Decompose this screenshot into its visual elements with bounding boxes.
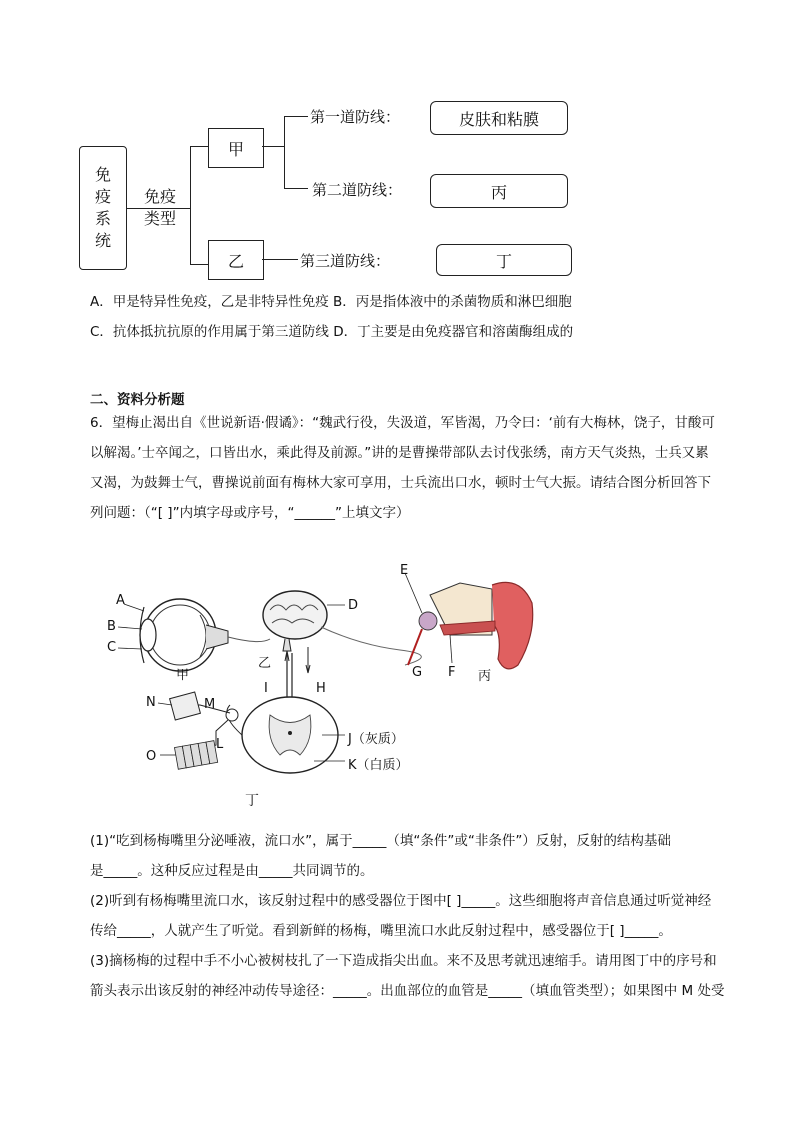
label-O: O (146, 749, 157, 764)
node-yi: 乙 (208, 240, 264, 280)
line3-label: 第三道防线： (300, 252, 391, 270)
question-2-line-2: 传给_____，人就产生了听觉。看到新鲜的杨梅，嘴里流口水此反射过程中，感受器位于[ ]_____。 (90, 923, 672, 939)
box-skin: 皮肤和粘膜 (430, 101, 568, 135)
root-label: 免疫系统 (94, 165, 111, 250)
connector (262, 259, 298, 260)
connector (262, 146, 284, 147)
connector (284, 116, 285, 188)
eye-figure (118, 599, 270, 671)
label-E: E (400, 563, 409, 578)
label-C: C (107, 640, 117, 655)
label-N: N (146, 695, 156, 710)
label-yi: 乙 (258, 656, 272, 671)
label-M: M (204, 697, 216, 712)
q6-text (90, 408, 730, 528)
label-L: L (216, 737, 224, 752)
questions (90, 826, 740, 1006)
connector (284, 116, 308, 117)
connector (284, 188, 308, 189)
connector (190, 264, 208, 265)
root-box (79, 146, 127, 270)
label-K: K（白质） (348, 758, 409, 773)
q6-line-2: 以解渴。’士卒闻之，口皆出水，乘此得及前源。”讲的是曹操带部队去讨伐张绣，南方天气炎热，士兵又累 (90, 445, 709, 461)
options-cd: C．抗体抵抗抗原的作用属于第三道防线 D．丁主要是由免疫器官和溶菌酶组成的 (90, 324, 574, 340)
label-A: A (116, 593, 125, 608)
q6-line-1: 6．望梅止渴出自《世说新语·假谲》：“魏武行役，失汲道，军皆渴，乃令曰：‘前有大梅林，饶子，甘酸可 (90, 415, 715, 431)
label-J: J（灰质） (348, 732, 404, 747)
options-ab: A．甲是特异性免疫，乙是非特异性免疫 B．丙是指体液中的杀菌物质和淋巴细胞 (90, 294, 572, 310)
label-G: G (412, 665, 423, 680)
question-3-line-2: 箭头表示出该反射的神经冲动传导途径：_____。出血部位的血管是_____（填血管类型）；如果图中 M 处受 (90, 983, 725, 999)
branch-label: 免疫类型 (143, 187, 176, 228)
label-bing: 丙 (478, 669, 492, 684)
question-2-line-1: (2)听到有杨梅嘴里流口水，该反射过程中的感受器位于图中[ ]_____。这些细胞将声音信息通过听觉神经 (90, 893, 712, 909)
line2-label: 第二道防线： (312, 181, 403, 199)
line1-label: 第一道防线： (310, 108, 401, 126)
question-3-line-1: (3)摘杨梅的过程中手不小心被树枝扎了一下造成指尖出血。来不及思考就迅速缩手。请用图丁中的序号和 (90, 953, 717, 969)
question-1-line-2: 是_____。这种反应过程是由_____共同调节的。 (90, 863, 374, 879)
box-bing: 丙 (430, 174, 568, 208)
label-B: B (107, 619, 116, 634)
label-jia: 甲 (176, 668, 190, 683)
question-1-line-1: (1)“吃到杨梅嘴里分泌唾液，流口水”，属于_____（填“条件”或“非条件”）反射，反射的结构基础 (90, 833, 671, 849)
label-D: D (348, 598, 359, 613)
connector (190, 146, 208, 147)
connector (190, 146, 191, 264)
label-ding: 丁 (245, 793, 259, 809)
q6-line-4: 列问题：（“[ ]”内填字母或序号，“______”上填文字） (90, 505, 410, 521)
box-ding: 丁 (436, 244, 572, 276)
label-I: I (264, 681, 268, 696)
ear-figure (405, 573, 533, 669)
label-F: F (448, 665, 456, 680)
label-H: H (316, 681, 326, 696)
node-jia: 甲 (208, 128, 264, 168)
q6-line-3: 又渴，为鼓舞士气，曹操说前面有梅林大家可享用，士兵流出口水，顿时士气大振。请结合图分析回答下 (90, 475, 711, 491)
section-title: 二、资料分析题 (90, 392, 185, 408)
